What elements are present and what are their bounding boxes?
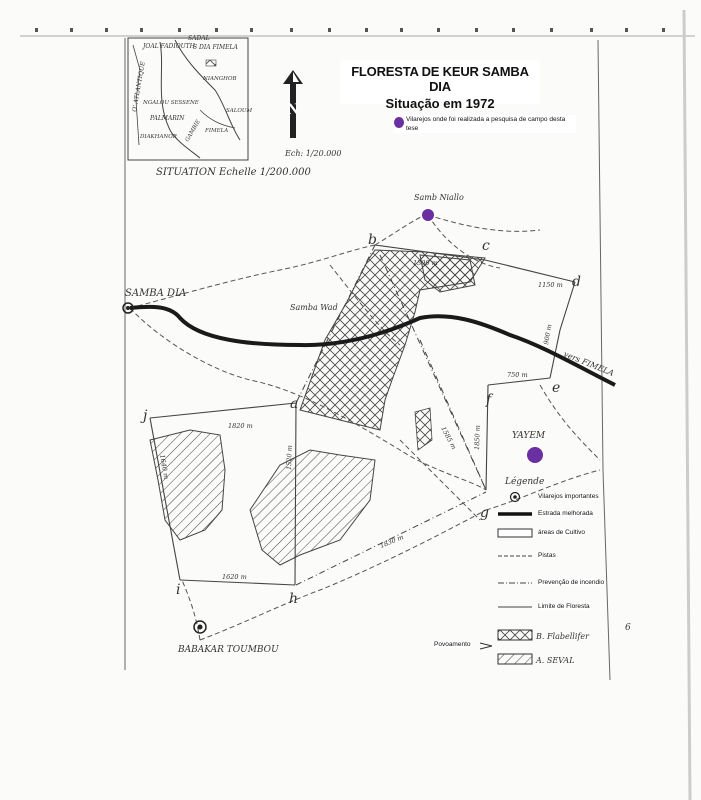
distance-label: 1150 m [538, 281, 563, 289]
scale-text: Ech: 1/20.000 [285, 149, 342, 158]
legend-symbols [480, 476, 590, 665]
legend-cultivation-symbol [498, 529, 532, 537]
place-babakar-toumbou: BABAKAR TOUMBOU [178, 645, 279, 655]
point-label: c [482, 238, 490, 254]
point-label: e [552, 380, 561, 396]
inset-label: GAMBIE [184, 119, 202, 143]
legend-species: B. Flabellifer [536, 632, 589, 641]
inset-label: NIANGHOB [203, 76, 237, 82]
distance-label: 1820 m [228, 422, 253, 430]
legend-b-flabellifer-symbol [498, 630, 532, 640]
inset-caption: SITUATION Echelle 1/200.000 [156, 167, 311, 178]
legend-label: Pistas [538, 552, 556, 559]
research-village-samb-niallo [422, 209, 434, 221]
distance-label: 750 m [507, 371, 528, 379]
place-samb-niallo: Samb Niallo [414, 193, 464, 202]
povoamento-arrow [480, 643, 492, 649]
distance-label: 1640 m [158, 453, 171, 480]
legend-label: áreas de Cultivo [538, 529, 585, 536]
inset-label: DIAKHANOR [140, 134, 177, 140]
planted-area-a-seyal [250, 450, 375, 565]
inset-label: JOAL FADIOUTH [143, 43, 195, 50]
distance-label: 1620 m [222, 573, 247, 581]
legend-label: Limite de Floresta [538, 603, 590, 610]
research-village-yayem [527, 447, 543, 463]
legend-label: Vilarejos importantes [538, 493, 599, 500]
planted-area-a-seyal [150, 430, 225, 540]
distance-label: 900 m [542, 323, 554, 346]
place-samba-dia: SAMBA DIA [125, 288, 187, 299]
distance-label: 1520 m [285, 445, 294, 471]
distance-label: 1390 m [413, 259, 438, 267]
point-label: j [143, 408, 148, 424]
place-samba-wad: Samba Wad [290, 303, 338, 312]
inset-label: O' ATLANTIQUE [131, 61, 147, 113]
binder-holes [35, 28, 665, 32]
legend-species: A. SEVAL [536, 656, 575, 665]
point-label: g [480, 505, 489, 521]
point-label: a [290, 396, 299, 412]
note-text: Vilarejos onde foi realizada a pesquisa de campo desta tese [406, 116, 566, 132]
legend-label: Estrada melhorada [538, 510, 593, 517]
point-label: h [289, 591, 299, 607]
map-title-box [340, 60, 540, 111]
research-village-marker-icon [394, 117, 404, 128]
distance-label: 1850 m [473, 425, 482, 451]
legend-a-seyal-symbol [498, 654, 532, 664]
map-title: FLORESTA DE KEUR SAMBA DIA [351, 64, 529, 94]
inset-label: SADAL [188, 35, 210, 42]
place-vers-fimela: vers FIMELA [562, 349, 616, 378]
inset-label: SALOUM [226, 108, 253, 114]
inset-label: PALMARIN [150, 115, 185, 122]
point-label: d [572, 274, 581, 290]
research-village-note [394, 115, 576, 133]
map-subtitle: Situação em 1972 [385, 96, 495, 111]
legend-label: Prevenção de incendio [538, 579, 605, 586]
point-label: f [486, 392, 492, 408]
page-number: 6 [625, 623, 631, 633]
inset-label: FIMELA [205, 128, 229, 134]
point-label: b [368, 232, 377, 248]
legend-title: Légende [505, 477, 545, 487]
svg-text:N: N [287, 101, 299, 118]
village-babakar-toumbou [194, 621, 206, 633]
planted-area-small [415, 408, 432, 450]
point-label: i [176, 582, 181, 598]
legend-povoamento-label: Povoamento [434, 641, 471, 648]
distance-label: 1585 m [439, 425, 458, 451]
paper-edge [684, 10, 690, 800]
north-arrow-icon [283, 70, 303, 138]
place-yayem: YAYEM [512, 431, 546, 441]
inset-label: NGALOU SESSENE [143, 100, 199, 106]
inset-label: S DIA FIMELA [193, 44, 238, 51]
distance-label: 1830 m [378, 533, 405, 550]
